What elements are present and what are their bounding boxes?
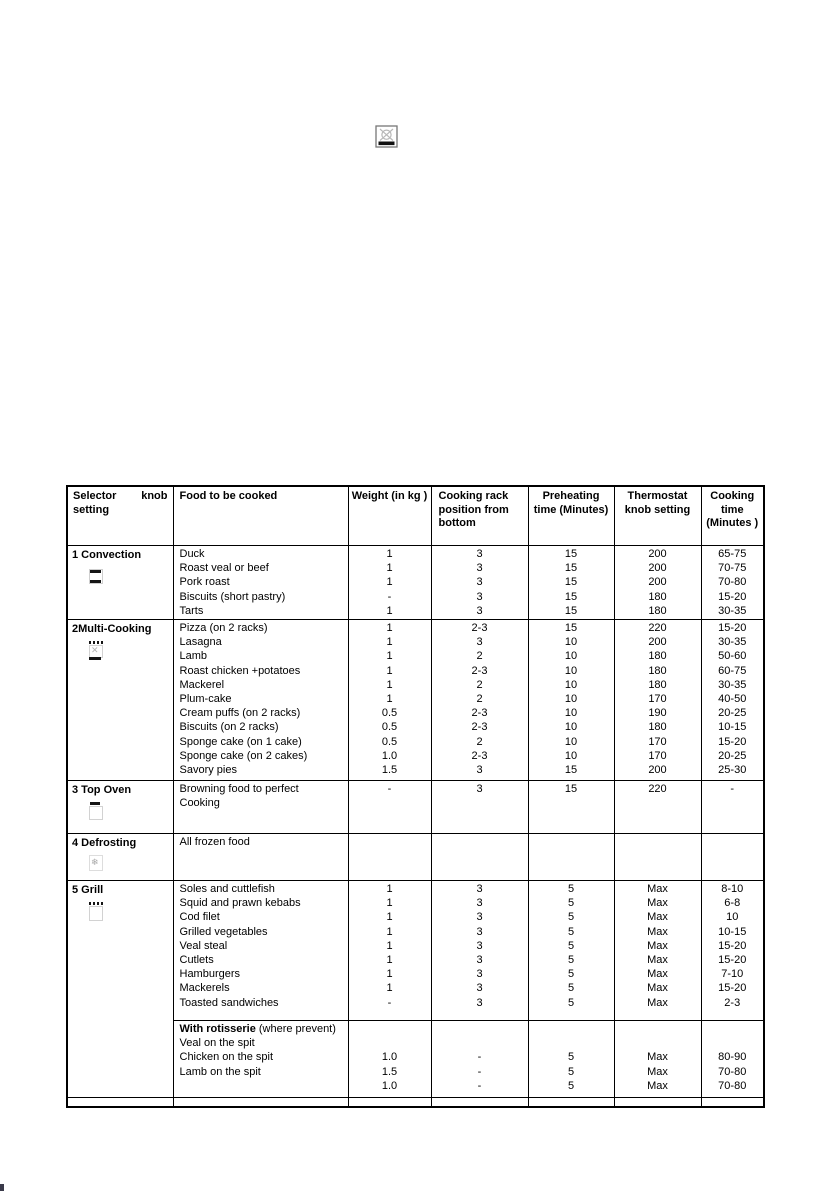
value-line: 1 (386, 604, 393, 617)
food-line: Pork roast (179, 576, 230, 589)
value-line: 1 (386, 925, 393, 938)
food-line: Cutlets (179, 954, 214, 967)
food-line: All frozen food (179, 836, 250, 849)
value-line: Max (647, 939, 668, 952)
value-line: 10 (564, 693, 578, 706)
selector-label: 5 Grill (72, 884, 104, 897)
food-cell (173, 781, 348, 834)
header-selector-knob-setting: Selector knob setting (67, 486, 173, 546)
thermostat-cell (614, 834, 701, 881)
food-line: Cream puffs (on 2 racks) (179, 707, 301, 720)
value-line: Max (647, 996, 668, 1009)
top-oven-icon (88, 802, 104, 821)
cooking-table (66, 485, 765, 1108)
header-thermostat-knob: Thermostat knob setting (614, 486, 701, 546)
value-line: Max (647, 954, 668, 967)
food-line: Browning food to perfect (179, 783, 299, 796)
value-line: 15 (564, 604, 578, 617)
weight-cell (348, 620, 431, 781)
thermostat-cell (614, 1021, 701, 1098)
food-cell (173, 834, 348, 881)
table-row (67, 781, 764, 834)
value-line: 1 (386, 883, 393, 896)
value-line: 200 (648, 548, 667, 560)
thermostat-cell (614, 781, 701, 834)
value-line: 3 (476, 576, 483, 589)
value-line: 3 (476, 968, 483, 981)
food-line: Veal steal (179, 939, 228, 952)
value-line: 8-10 (721, 883, 744, 896)
value-line: 1 (386, 982, 393, 995)
multi-cooking-icon: ✕ (88, 641, 105, 663)
weight-cell (348, 881, 431, 1021)
food-line: Sponge cake (on 1 cake) (179, 735, 302, 748)
value-line: 1 (386, 562, 393, 575)
grill-icon (88, 902, 104, 921)
food-line: Roast chicken +potatoes (179, 664, 301, 677)
value-line: 5 (567, 1051, 575, 1064)
value-line: 2-3 (471, 721, 488, 734)
selector-cell (67, 781, 173, 834)
value-line: 20-25 (718, 707, 747, 720)
value-line: 10 (564, 650, 578, 663)
value-line: 200 (648, 576, 667, 589)
value-line (617, 1022, 699, 1036)
table-body (67, 546, 764, 1108)
preheat-cell (528, 1098, 614, 1108)
value-line: 30-35 (718, 636, 747, 649)
food-line: Hamburgers (179, 968, 241, 981)
value-line: 1 (386, 650, 393, 663)
value-line: 0.5 (381, 707, 398, 720)
value-line: 3 (476, 954, 483, 967)
convection-icon (88, 567, 104, 586)
food-line: Lamb on the spit (179, 1065, 261, 1078)
cooktime-cell (701, 881, 764, 1021)
value-line: 50-60 (718, 650, 747, 663)
value-line: Max (647, 911, 668, 924)
rack-cell (431, 1098, 528, 1108)
food-line-bold: With rotisserie (179, 1023, 256, 1036)
value-line: 200 (648, 562, 667, 575)
value-line: 70-80 (718, 1065, 747, 1078)
value-line: 3 (476, 636, 483, 649)
header-weight: Weight (in kg ) (348, 486, 431, 546)
value-line: 1 (386, 968, 393, 981)
value-line: 3 (476, 939, 483, 952)
cooktime-cell (701, 546, 764, 620)
value-line: 15 (564, 783, 578, 796)
value-line: 220 (648, 783, 667, 796)
food-line: Biscuits (short pastry) (179, 590, 286, 603)
value-line: 2 (476, 735, 483, 748)
food-line: Tarts (179, 604, 204, 617)
rack-cell (431, 881, 528, 1021)
value-line: 5 (567, 1065, 575, 1078)
food-line: Lasagna (179, 636, 222, 649)
weight-cell (348, 1021, 431, 1098)
value-line: 5 (567, 1079, 575, 1092)
thermostat-cell (614, 620, 701, 781)
value-line: 3 (476, 996, 483, 1009)
value-line: 5 (567, 883, 575, 896)
header-row (67, 486, 764, 546)
value-line: 10 (564, 636, 578, 649)
value-line: 3 (476, 897, 483, 910)
value-line: Max (647, 1065, 668, 1078)
value-line (617, 835, 699, 849)
scan-artifact (0, 1184, 4, 1191)
value-line: 170 (648, 735, 667, 748)
food-line: Toasted sandwiches (179, 996, 279, 1009)
value-line: 10 (564, 735, 578, 748)
value-line: 2 (476, 678, 483, 691)
value-line: 1 (386, 664, 393, 677)
value-line: 60-75 (718, 664, 747, 677)
selector-cell (67, 620, 173, 781)
header-cooking-rack-position: Cooking rack position from bottom (431, 486, 528, 546)
food-line (180, 1079, 346, 1093)
food-line: Cod filet (179, 911, 220, 924)
value-line: - (387, 996, 392, 1009)
oven-symbol-icon (375, 125, 398, 148)
value-line: 2-3 (471, 749, 488, 762)
preheat-cell (528, 881, 614, 1021)
thermostat-cell (614, 1098, 701, 1108)
rack-cell (431, 620, 528, 781)
food-line: Cooking (179, 797, 220, 810)
value-line (351, 1022, 429, 1036)
selector-icon-wrap (88, 855, 171, 876)
value-line: 15 (564, 590, 578, 603)
food-line: With rotisserie (where prevent) (179, 1023, 336, 1036)
value-line: 25-30 (718, 764, 747, 777)
value-line: 5 (567, 939, 575, 952)
food-line: Roast veal or beef (179, 562, 269, 575)
cooktime-cell (701, 781, 764, 834)
cooktime-cell (701, 1021, 764, 1098)
selector-label: 4 Defrosting (72, 837, 137, 850)
value-line: 10 (564, 721, 578, 734)
defrosting-icon: ❄ (88, 855, 104, 872)
selector-cell (67, 546, 173, 620)
value-line: 15-20 (718, 590, 747, 603)
value-line: 1.0 (381, 1051, 398, 1064)
value-line: 10-15 (718, 721, 747, 734)
table-row (67, 546, 764, 620)
value-line: 15-20 (718, 982, 747, 995)
value-line: 5 (567, 982, 575, 995)
value-line: 70-80 (718, 1079, 747, 1092)
selector-icon-wrap (88, 902, 171, 925)
food-line: Chicken on the spit (179, 1051, 274, 1064)
value-line: 180 (648, 590, 667, 603)
value-line: 1 (386, 636, 393, 649)
rack-cell (431, 781, 528, 834)
value-line: 15-20 (718, 939, 747, 952)
value-line: 1 (386, 954, 393, 967)
selector-cell (67, 834, 173, 881)
value-line (617, 1036, 699, 1050)
value-line: 3 (476, 764, 483, 777)
value-line: 1 (386, 678, 393, 691)
value-line: 15 (564, 622, 578, 635)
selector-icon-wrap (88, 567, 171, 590)
value-line: 20-25 (718, 749, 747, 762)
header-cooking-time: Cooking time (Minutes ) (701, 486, 764, 546)
value-line (531, 796, 612, 810)
thermostat-cell (614, 546, 701, 620)
food-line: Grilled vegetables (179, 925, 268, 938)
weight-cell (348, 781, 431, 834)
value-line: 15 (564, 576, 578, 589)
cooktime-cell (701, 834, 764, 881)
rack-cell (431, 1021, 528, 1098)
value-line: 3 (476, 925, 483, 938)
header-food-to-be-cooked: Food to be cooked (173, 486, 348, 546)
value-line: Max (647, 982, 668, 995)
value-line: 1 (386, 897, 393, 910)
food-cell (173, 620, 348, 781)
value-line: 15 (564, 562, 578, 575)
value-line: 0.5 (381, 721, 398, 734)
value-line: 15 (564, 548, 578, 560)
value-line (351, 796, 429, 810)
preheat-cell (528, 834, 614, 881)
value-line: 180 (648, 721, 667, 734)
value-line: 180 (648, 650, 667, 663)
value-line: Max (647, 897, 668, 910)
value-line: 80-90 (718, 1051, 747, 1064)
value-line: 5 (567, 996, 575, 1009)
value-line (531, 1036, 612, 1050)
rack-cell (431, 546, 528, 620)
value-line: 1.5 (381, 1065, 398, 1078)
value-line: 5 (567, 954, 575, 967)
value-line: - (477, 1079, 482, 1092)
value-line: 2 (476, 693, 483, 706)
value-line: 10 (564, 707, 578, 720)
value-line: 3 (476, 548, 483, 560)
selector-icon-wrap (88, 641, 171, 667)
value-line: 170 (648, 749, 667, 762)
food-line: Pizza (on 2 racks) (179, 622, 268, 635)
preheat-cell (528, 546, 614, 620)
value-line: 5 (567, 911, 575, 924)
header-preheating-time: Preheating time (Minutes) (528, 486, 614, 546)
selector-icon-wrap (88, 802, 171, 825)
value-line (351, 1036, 429, 1050)
value-line: 10-15 (718, 925, 747, 938)
value-line: 15-20 (718, 622, 747, 635)
preheat-cell (528, 620, 614, 781)
food-line: Savory pies (179, 764, 237, 777)
food-line: Soles and cuttlefish (179, 883, 275, 896)
value-line: 40-50 (718, 693, 747, 706)
thermostat-cell (614, 881, 701, 1021)
value-line: 10 (564, 678, 578, 691)
value-line (704, 796, 762, 810)
selector-label: 2Multi-Cooking (72, 623, 152, 636)
preheat-cell (528, 1021, 614, 1098)
value-line: Max (647, 1051, 668, 1064)
value-line: 190 (648, 707, 667, 720)
food-line: Mackerels (179, 982, 230, 995)
value-line: Max (647, 925, 668, 938)
value-line: 2 (476, 650, 483, 663)
value-line: 15-20 (718, 735, 747, 748)
value-line: - (477, 1051, 482, 1064)
value-line: - (387, 590, 392, 603)
cooktime-cell (701, 1098, 764, 1108)
value-line (704, 835, 762, 849)
value-line: - (730, 783, 735, 796)
table-row (67, 834, 764, 881)
value-line: 7-10 (721, 968, 744, 981)
value-line: - (477, 1065, 482, 1078)
value-line: 3 (476, 883, 483, 896)
food-cell (173, 1021, 348, 1098)
value-line (531, 835, 612, 849)
food-line: Squid and prawn kebabs (179, 897, 301, 910)
food-line: Biscuits (on 2 racks) (179, 721, 279, 734)
selector-cell (67, 1098, 173, 1108)
food-line: Mackerel (179, 678, 225, 691)
value-line: 2-3 (471, 664, 488, 677)
value-line: 3 (476, 982, 483, 995)
value-line: 3 (476, 783, 483, 796)
value-line: 1 (386, 939, 393, 952)
value-line: 3 (476, 562, 483, 575)
value-line: 3 (476, 911, 483, 924)
value-line: 1 (386, 548, 393, 560)
value-line (617, 796, 699, 810)
food-cell (173, 881, 348, 1021)
value-line: 1.0 (381, 1079, 398, 1092)
food-cell (173, 546, 348, 620)
value-line (704, 1036, 762, 1050)
value-line: 70-80 (718, 576, 747, 589)
food-cell (173, 1098, 348, 1108)
value-line (434, 835, 526, 849)
value-line (434, 796, 526, 810)
value-line: 10 (564, 749, 578, 762)
value-line: 3 (476, 590, 483, 603)
cooktime-cell (701, 620, 764, 781)
weight-cell (348, 1098, 431, 1108)
weight-cell (348, 834, 431, 881)
weight-cell (348, 546, 431, 620)
value-line: 180 (648, 604, 667, 617)
table-row (67, 1098, 764, 1108)
value-line: 15 (564, 764, 578, 777)
value-line: 180 (648, 678, 667, 691)
food-line: Sponge cake (on 2 cakes) (179, 749, 308, 762)
value-line: 10 (726, 911, 739, 924)
preheat-cell (528, 781, 614, 834)
value-line: 170 (648, 693, 667, 706)
value-line: 180 (648, 664, 667, 677)
value-line: - (387, 783, 392, 796)
selector-label: 1 Convection (72, 549, 142, 561)
table-row (67, 620, 764, 781)
value-line: 70-75 (718, 562, 747, 575)
value-line (434, 1036, 526, 1050)
value-line: 1.5 (381, 764, 398, 777)
value-line: 1 (386, 693, 393, 706)
food-line: Duck (179, 548, 205, 560)
table-row (67, 881, 764, 1021)
value-line: 1 (386, 576, 393, 589)
value-line: 5 (567, 925, 575, 938)
value-line: 1.0 (381, 749, 398, 762)
value-line: 220 (648, 622, 667, 635)
value-line: 2-3 (471, 707, 488, 720)
value-line (434, 1022, 526, 1036)
value-line: Max (647, 883, 668, 896)
value-line: 1 (386, 911, 393, 924)
value-line: 30-35 (718, 678, 747, 691)
value-line: 15-20 (718, 954, 747, 967)
value-line: 6-8 (724, 897, 741, 910)
selector-label: 3 Top Oven (72, 784, 132, 797)
value-line: 2-3 (724, 996, 741, 1009)
value-line: 200 (648, 636, 667, 649)
value-line: 200 (648, 764, 667, 777)
value-line: 1 (386, 622, 393, 635)
food-line: Lamb (179, 650, 208, 663)
value-line: 0.5 (381, 735, 398, 748)
value-line: Max (647, 1079, 668, 1092)
value-line: 10 (564, 664, 578, 677)
value-line: 5 (567, 897, 575, 910)
value-line: 3 (476, 604, 483, 617)
value-line: 65-75 (718, 548, 747, 560)
value-line: 5 (567, 968, 575, 981)
value-line (351, 835, 429, 849)
value-line (704, 1022, 762, 1036)
selector-cell (67, 881, 173, 1098)
value-line: Max (647, 968, 668, 981)
value-line: 30-35 (718, 604, 747, 617)
value-line: 2-3 (471, 622, 488, 635)
food-line: Plum-cake (179, 693, 232, 706)
value-line (531, 1022, 612, 1036)
rack-cell (431, 834, 528, 881)
food-line: Veal on the spit (179, 1037, 255, 1050)
